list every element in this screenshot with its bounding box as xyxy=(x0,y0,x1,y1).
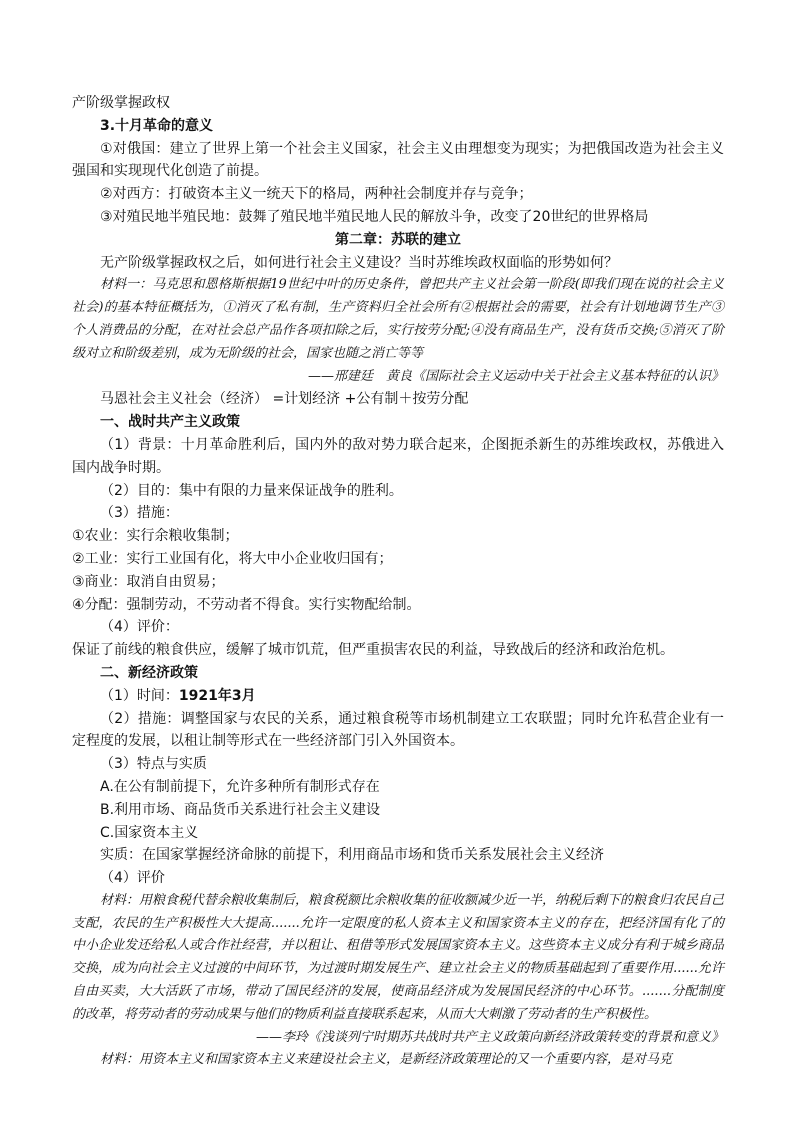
material-quote: 材料一：马克思和恩格斯根据19世纪中叶的历史条件，曾把共产主义社会第一阶段(即我们现在说的社会主义社会)的基本特征概括为，①消灭了私有制，生产资料归全社会所有②根据社会的需要，社会有计划地调节生产③个人消费品的分配，在对社会总产品作各项扣除之后，实行按劳分配;④没有商品生产，没有货币交换;⑤消灭了阶级对立和阶级差别，成为无阶级的社会，国家也随之消亡等等 xyxy=(72,277,724,361)
text-line xyxy=(72,685,724,708)
paragraph: （2）措施：调整国家与农民的关系，通过粮食税等市场机制建立工农联盟；同时允许私营企业有一定程度的发展，以租让制等形式在一些经济部门引入外国资本。 xyxy=(72,710,724,750)
section-heading: 3.十月革命的意义 xyxy=(100,117,214,134)
section-heading: 一、战时共产主义政策 xyxy=(100,414,240,431)
list-item: C.国家资本主义 xyxy=(100,824,199,841)
section-heading: 二、新经济政策 xyxy=(100,664,198,681)
list-item: ①农业：实行余粮收集制； xyxy=(72,528,239,545)
label: （1）时间： xyxy=(100,687,179,704)
text-line: （4）评价： xyxy=(100,619,179,636)
question-line: 无产阶级掌握政权之后，如何进行社会主义建设？当时苏维埃政权面临的形势如何？ xyxy=(100,254,618,271)
text-line: （3）特点与实质 xyxy=(100,756,207,773)
text-line: ③对殖民地半殖民地：鼓舞了殖民地半殖民地人民的解放斗争，改变了20世纪的世界格局 xyxy=(100,208,649,225)
list-item: A.在公有制前提下，允许多种所有制形式存在 xyxy=(100,778,380,795)
paragraph: ①对俄国：建立了世界上第一个社会主义国家，社会主义由理想变为现实；为把俄国改造为社会主义强国和实现现代化创造了前提。 xyxy=(72,140,724,180)
paragraph: （1）背景：十月革命胜利后，国内外的敌对势力联合起来，企图扼杀新生的苏维埃政权，苏俄进入国内战争时期。 xyxy=(72,436,724,476)
material-quote: 材料：用粮食税代替余粮收集制后，粮食税额比余粮收集的征收额减少近一半，纳税后剩下的粮食归农民自己支配，农民的生产积极性大大提高.......允许一定限度的私人资本主义和国家资本主义的存在，把经济国有化了的中小企业发还给私人或合作社经营，并以租让、租借等形式发展国家资本主义。这些资本主义成分有利于城乡商品交换，成为向社会主义过渡的中间环节，为过渡时期发展生产、建立社会主义的物质基础起到了重要作用......允许自由买卖，大大活跃了市场，带动了国民经济的发展，使商品经济成为发展国民经济的中心环节。.......分配制度的改革，将劳动者的劳动成果与他们的物质利益直接联系起来，从而大大刺激了劳动者的生产积极性。 xyxy=(72,892,725,1022)
material-quote: 材料：用资本主义和国家资本主义来建设社会主义，是新经济政策理论的又一个重要内容，是对马克 xyxy=(100,1052,673,1068)
text-line: ②对西方：打破资本主义一统天下的格局，两种社会制度并存与竞争； xyxy=(100,186,533,203)
list-item: ④分配：强制劳动，不劳动者不得食。实行实物配给制。 xyxy=(72,596,421,613)
chapter-title: 第二章：苏联的建立 xyxy=(335,231,461,248)
text-line: （2）目的：集中有限的力量来保证战争的胜利。 xyxy=(100,482,403,499)
date-value: 1921年3月 xyxy=(178,687,256,704)
formula-line: 马恩社会主义社会（经济） =计划经济 +公有制＋按劳分配 xyxy=(100,391,469,408)
list-item: ②工业：实行工业国有化，将大中小企业收归国有； xyxy=(72,550,393,567)
list-item: B.利用市场、商品货币关系进行社会主义建设 xyxy=(100,801,381,818)
text-line: 保证了前线的粮食供应，缓解了城市饥荒，但严重损害农民的利益，导致战后的经济和政治危机。 xyxy=(72,642,674,659)
quote-source: ——邢建廷 黄良《国际社会主义运动中关于社会主义基本特征的认识》 xyxy=(307,368,724,384)
text-line: （4）评价 xyxy=(100,870,165,887)
quote-source: ——李玲《浅谈列宁时期苏共战时共产主义政策向新经济政策转变的背景和意义》 xyxy=(255,1029,724,1045)
text-line: 产阶级掌握政权 xyxy=(72,95,170,111)
text-line: 实质：在国家掌握经济命脉的前提下，利用商品市场和货币关系发展社会主义经济 xyxy=(100,847,604,864)
text-line: （3）措施： xyxy=(100,505,179,522)
list-item: ③商业：取消自由贸易； xyxy=(72,573,225,590)
